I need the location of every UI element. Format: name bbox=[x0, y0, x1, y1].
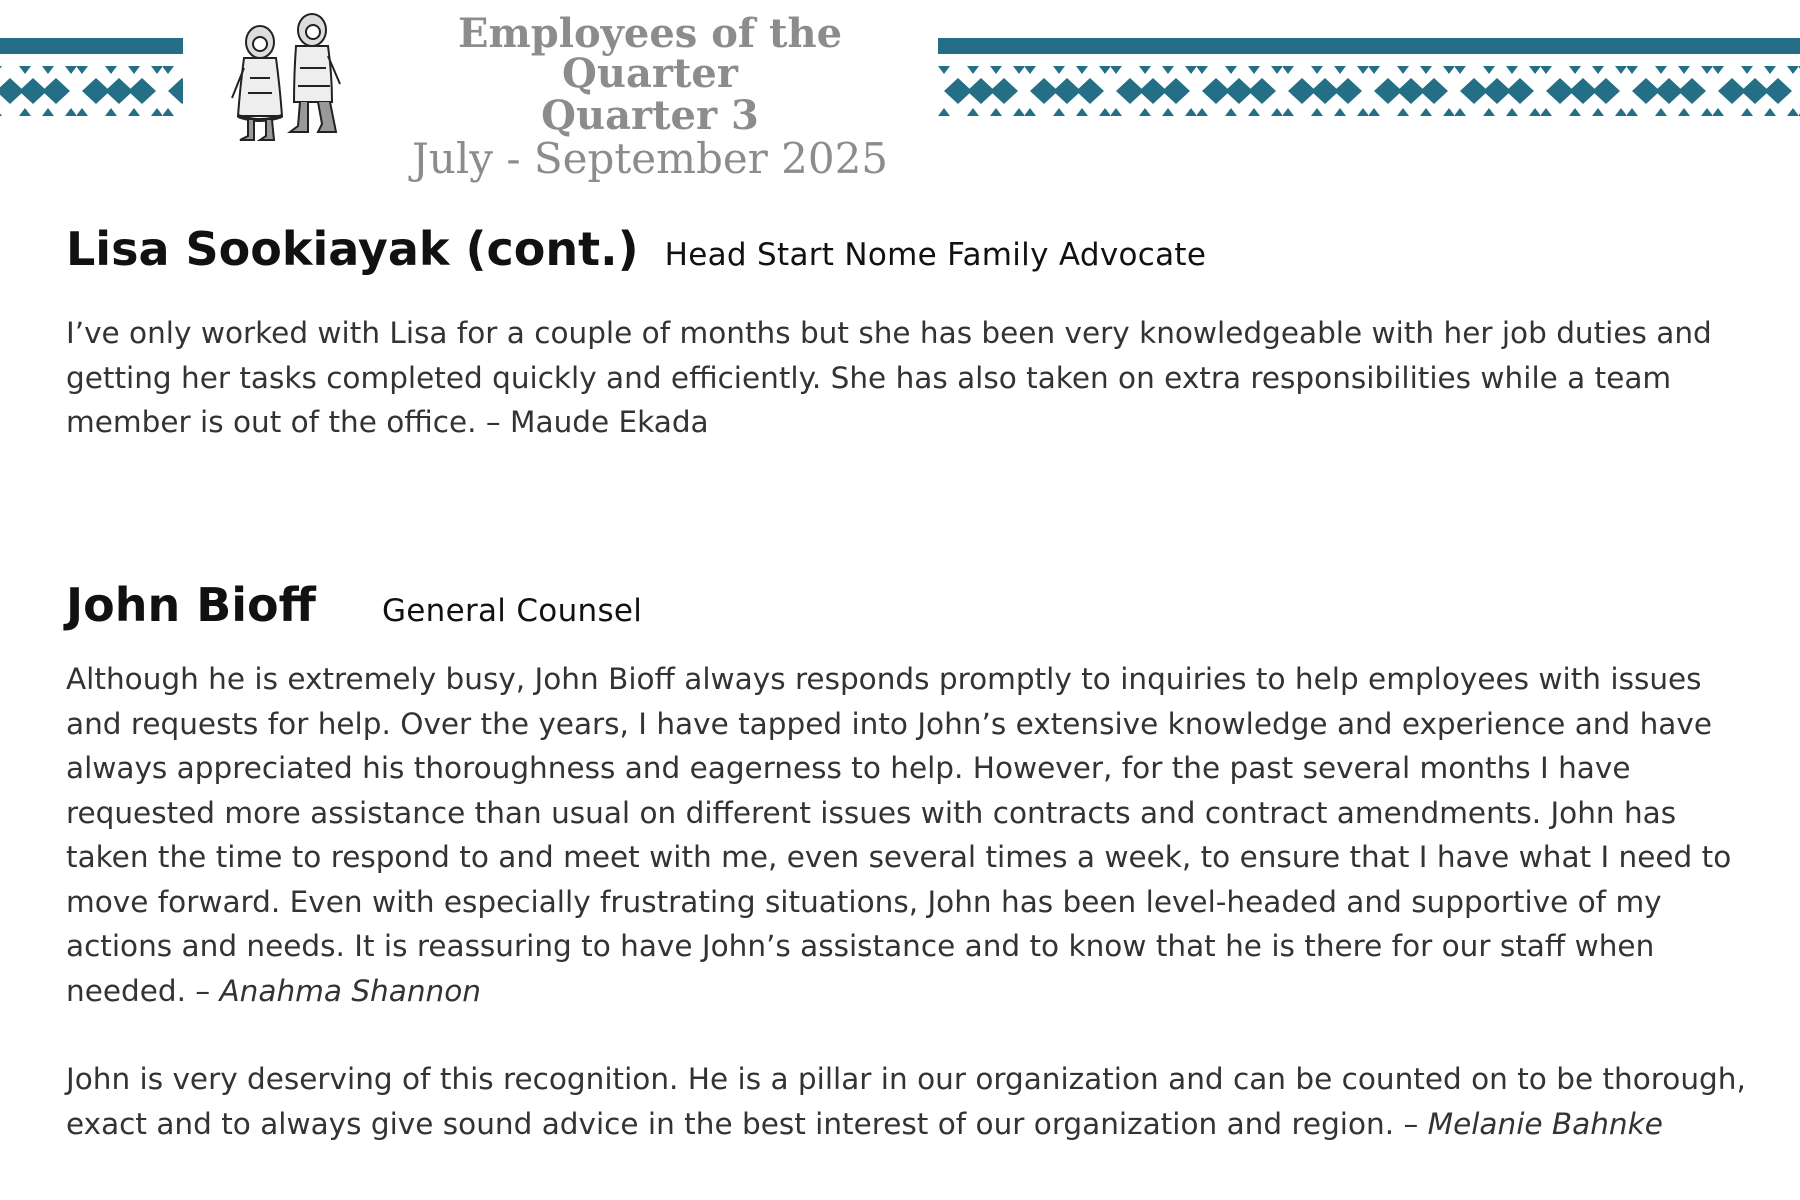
comment-paragraph bbox=[66, 657, 1766, 1013]
comment-author: Melanie Bahnke bbox=[1427, 1106, 1663, 1141]
header-title-block bbox=[370, 10, 930, 183]
two-figures-in-parkas-icon bbox=[220, 8, 350, 148]
employee-role: General Counsel bbox=[381, 593, 643, 629]
entry-comments-lisa bbox=[66, 311, 1766, 445]
page-header bbox=[0, 0, 1800, 183]
header-title: Employees of the Quarter bbox=[457, 10, 843, 97]
comment-text: I’ve only worked with Lisa for a couple of months but she has been very knowledgeable with her job duties and getting her tasks completed quickly and efficiently. She has also taken on extra responsibilities while a team member is out of the office. – Maude Ekada bbox=[66, 316, 1712, 439]
comment-author: Anahma Shannon bbox=[219, 973, 481, 1008]
employee-name: Lisa Sookiayak (cont.) bbox=[66, 222, 639, 276]
entry-comments-john bbox=[66, 657, 1766, 1146]
comment-paragraph bbox=[66, 1057, 1766, 1146]
comment-text: John is very deserving of this recognition. He is a pillar in our organization and can be counted on to be thorough, exact and to always give sound advice in the best interest of our organization and region. – bbox=[66, 1062, 1746, 1141]
entry-heading-lisa bbox=[66, 222, 1206, 276]
left-diamond-pattern bbox=[0, 64, 183, 118]
comment-text: Although he is extremely busy, John Bioff always responds promptly to inquiries to help employees with issues and requests for help. Over the years, I have tapped into John’s extensive knowledge and experience and have always appreciated his thoroughness and eagerness to help. However, for the past several months I have requested more assistance than usual on different issues with contracts and contract amendments. John has taken the time to respond to and meet with me, even several times a week, to ensure that I have what I need to move forward. Even with especially frustrating situations, John has been level-headed and supportive of my actions and needs. It is reassuring to have John’s assistance and to know that he is there for our staff when needed. – bbox=[66, 662, 1732, 1008]
diamond-pattern-left-svg bbox=[0, 64, 183, 118]
right-accent-band bbox=[938, 38, 1800, 54]
diamond-pattern-right-svg bbox=[938, 64, 1800, 118]
right-diamond-pattern bbox=[938, 64, 1800, 118]
comment-paragraph bbox=[66, 311, 1766, 445]
employee-name: John Bioff bbox=[66, 578, 316, 632]
header-period: July - September 2025 bbox=[411, 134, 889, 183]
employee-role: Head Start Nome Family Advocate bbox=[664, 237, 1207, 273]
entry-heading-john bbox=[66, 578, 642, 632]
left-accent-band bbox=[0, 38, 183, 54]
header-quarter: Quarter 3 bbox=[541, 92, 759, 139]
